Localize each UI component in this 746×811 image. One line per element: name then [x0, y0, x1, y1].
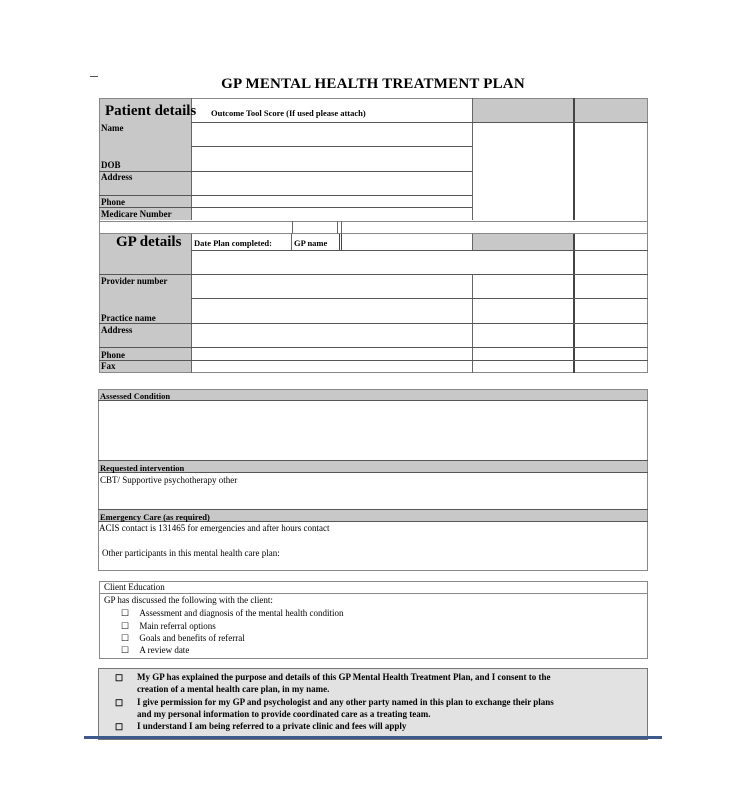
gp-section	[99, 234, 648, 373]
consent-text: I give permission for my GP and psychologist and any other party named in this plan to exchange their plans and my personal information to provide coordinated care as a treating team.	[137, 697, 554, 719]
patient-heading: Patient details	[105, 103, 197, 119]
patient-rule	[191, 146, 472, 147]
checkbox-icon[interactable]: ☐	[121, 621, 130, 631]
patient-divider	[472, 98, 473, 220]
spacer-divider	[292, 221, 293, 234]
education-item: ☐ Main referral options	[121, 621, 216, 631]
assessment-section	[98, 389, 648, 571]
consent-item	[115, 698, 123, 710]
field-medicare: Medicare Number	[101, 209, 172, 219]
field-phone: Phone	[101, 197, 126, 207]
checkbox-icon[interactable]: ☐	[121, 645, 130, 655]
education-rule	[99, 593, 648, 594]
requested-intervention-label: Requested intervention	[100, 463, 185, 473]
field-practice-name: Practice name	[101, 313, 156, 323]
field-fax: Fax	[101, 361, 116, 371]
gp-heading: GP details	[116, 234, 182, 250]
other-participants-text: Other participants in this mental health care plan:	[102, 548, 280, 558]
education-item: ☐ A review date	[121, 645, 190, 655]
page-title: GP MENTAL HEALTH TREATMENT PLAN	[221, 76, 525, 92]
gp-divider	[472, 234, 473, 250]
field-practice-phone: Phone	[101, 350, 126, 360]
gp-rule	[191, 250, 648, 251]
emergency-contact-text: ACIS contact is 131465 for emergencies and after hours contact	[99, 523, 330, 533]
gp-rule	[191, 298, 648, 299]
field-address: Address	[101, 172, 133, 182]
checkbox-icon[interactable]: ☐	[115, 698, 124, 708]
field-provider-number: Provider number	[101, 276, 168, 286]
gp-border	[99, 234, 648, 373]
patient-divider	[573, 98, 575, 220]
checkbox-icon[interactable]: ☐	[115, 722, 124, 732]
outcome-tool-label: Outcome Tool Score (If used please attach)	[211, 108, 366, 118]
spacer-border	[99, 221, 648, 234]
consent-text: I understand I am being referred to a private clinic and fees will apply	[137, 721, 407, 731]
patient-section	[99, 98, 648, 222]
gp-divider	[291, 234, 292, 250]
requested-intervention-value: CBT/ Supportive psychotherapy other	[100, 475, 238, 485]
field-name: Name	[101, 123, 124, 133]
field-practice-address: Address	[101, 325, 133, 335]
spacer-divider	[337, 221, 338, 234]
gp-rule	[99, 360, 648, 361]
assessed-condition-label: Assessed Condition	[100, 391, 171, 401]
spacer-row	[99, 221, 648, 234]
checkbox-icon[interactable]: ☐	[121, 608, 130, 618]
field-dob: DOB	[101, 160, 121, 170]
education-heading: Client Education	[104, 582, 165, 592]
assessment-rule	[98, 400, 648, 401]
date-completed-label: Date Plan completed:	[194, 238, 272, 248]
gp-divider	[573, 234, 575, 373]
education-section	[99, 581, 648, 659]
spacer-divider	[341, 221, 342, 234]
education-intro: GP has discussed the following with the client:	[104, 595, 273, 605]
gp-rule	[99, 347, 648, 348]
patient-rule	[99, 207, 472, 208]
consent-item	[115, 722, 123, 734]
consent-text: My GP has explained the purpose and details of this GP Mental Health Treatment Plan, and I consent to the creation of a mental health care plan, in my name.	[137, 672, 551, 694]
gp-rule	[99, 274, 648, 275]
patient-rule	[99, 195, 472, 196]
patient-rule	[99, 171, 472, 172]
consent-section	[98, 668, 648, 740]
gp-divider	[191, 234, 192, 373]
gp-name-label: GP name	[294, 238, 328, 248]
checkbox-icon[interactable]: ☐	[121, 633, 130, 643]
education-item: ☐ Assessment and diagnosis of the mental health condition	[121, 608, 344, 618]
emergency-care-label: Emergency Care (as required)	[100, 512, 210, 522]
consent-item	[115, 673, 123, 685]
patient-rule	[191, 122, 648, 123]
assessed-header	[99, 390, 647, 400]
page-fold-line	[84, 736, 662, 739]
gp-divider	[339, 234, 342, 250]
checkbox-icon[interactable]: ☐	[115, 673, 124, 683]
gp-rule	[99, 323, 648, 324]
education-item: ☐ Goals and benefits of referral	[121, 633, 245, 643]
